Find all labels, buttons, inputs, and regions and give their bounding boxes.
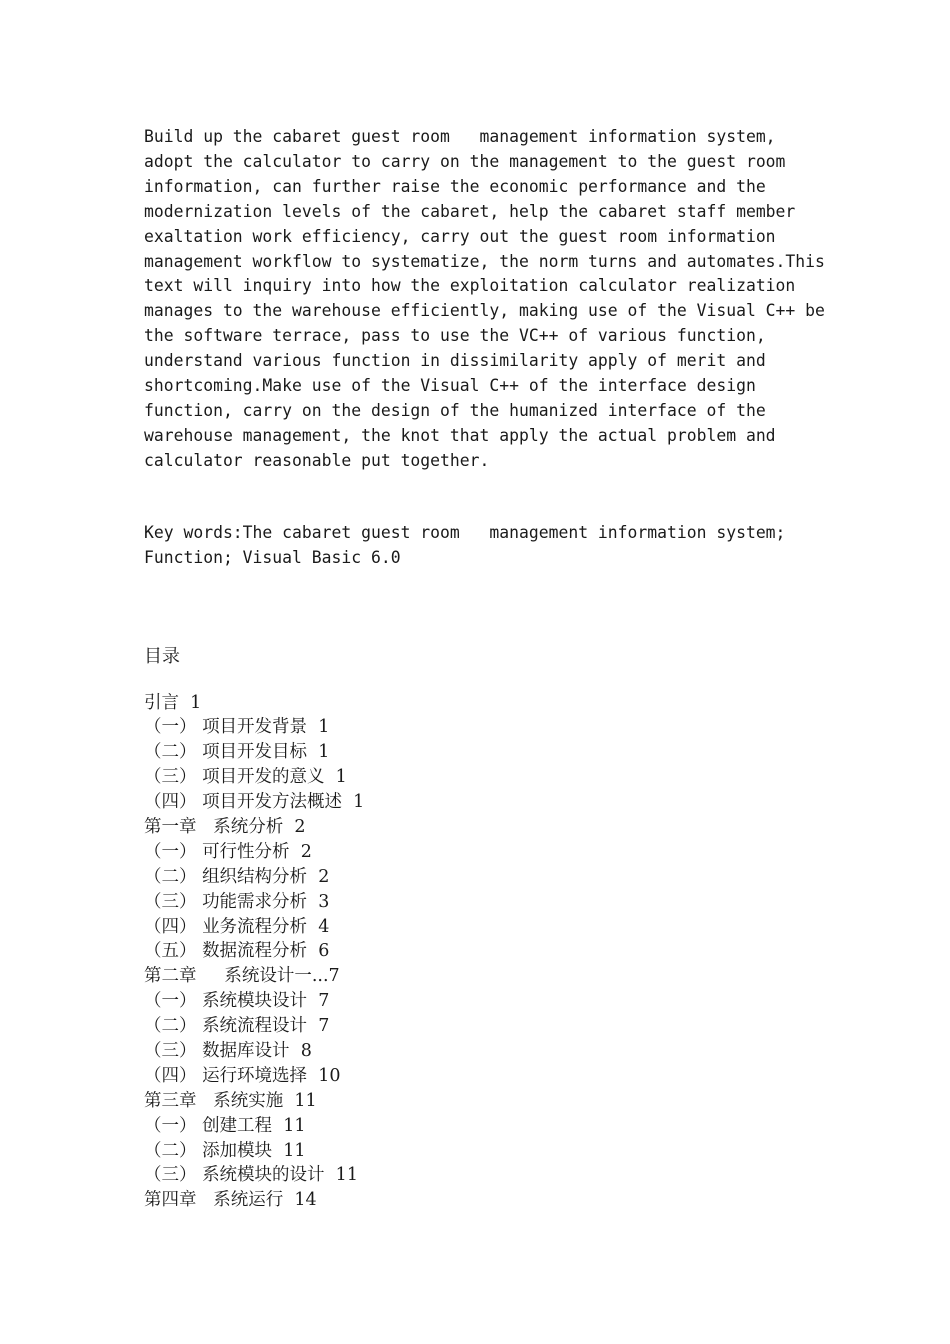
- abstract-line: Build up the cabaret guest room management information system,: [144, 127, 776, 146]
- abstract-line: understand various function in dissimilarity apply of merit and: [144, 351, 766, 371]
- toc-entry[interactable]: （四） 业务流程分析 4: [144, 916, 330, 937]
- toc-entry[interactable]: （三） 系统模块的设计 11: [144, 1165, 358, 1186]
- abstract-line: information, can further raise the economic performance and the: [144, 176, 766, 196]
- keywords-line: Key words:The cabaret guest room management information system;: [144, 522, 786, 542]
- abstract-line: modernization levels of the cabaret, help the cabaret staff member: [144, 201, 796, 221]
- toc-entry[interactable]: （三） 数据库设计 8: [144, 1040, 312, 1061]
- toc-heading: 目录: [144, 645, 180, 667]
- toc-entry[interactable]: （一） 系统模块设计 7: [144, 991, 330, 1012]
- toc-entry[interactable]: （三） 功能需求分析 3: [144, 891, 330, 912]
- abstract-line: text will inquiry into how the exploitation calculator realization: [144, 276, 796, 296]
- toc-entry[interactable]: （二） 系统流程设计 7: [144, 1016, 330, 1037]
- toc-entry[interactable]: （四） 运行环境选择 10: [144, 1065, 341, 1086]
- abstract-paragraph: [144, 125, 824, 474]
- abstract-line: warehouse management, the knot that apply the actual problem and: [144, 425, 776, 445]
- abstract-line: management workflow to systematize, the norm turns and automates.This: [144, 251, 825, 271]
- toc-entry[interactable]: （一） 项目开发背景 1: [144, 717, 330, 738]
- keywords-paragraph: [144, 521, 824, 571]
- abstract-line: adopt the calculator to carry on the management to the guest room: [144, 151, 786, 171]
- document-page: [144, 125, 824, 1213]
- toc-entry-chapter-4[interactable]: 第四章 系统运行 14: [144, 1190, 317, 1211]
- toc-entry[interactable]: （一） 创建工程 11: [144, 1115, 306, 1136]
- abstract-line: shortcoming.Make use of the Visual C++ of the interface design: [144, 376, 756, 396]
- toc-entry[interactable]: （三） 项目开发的意义 1: [144, 767, 347, 788]
- toc-entry-intro[interactable]: 引言 1: [144, 692, 202, 713]
- abstract-line: exaltation work efficiency, carry out the guest room information: [144, 226, 776, 246]
- toc-entry[interactable]: （四） 项目开发方法概述 1: [144, 792, 365, 813]
- toc-entry-chapter-3[interactable]: 第三章 系统实施 11: [144, 1090, 317, 1111]
- toc-entry[interactable]: （二） 组织结构分析 2: [144, 866, 330, 887]
- toc-entry[interactable]: （五） 数据流程分析 6: [144, 941, 330, 962]
- toc-entry[interactable]: （二） 项目开发目标 1: [144, 742, 330, 763]
- abstract-line: the software terrace, pass to use the VC++ of various function,: [144, 326, 766, 346]
- toc-entry-chapter-2[interactable]: 第二章 系统设计一...7: [144, 966, 340, 987]
- toc-entry-chapter-1[interactable]: 第一章 系统分析 2: [144, 816, 306, 837]
- keywords-line: Function; Visual Basic 6.0: [144, 547, 401, 567]
- abstract-line: function, carry on the design of the humanized interface of the: [144, 400, 766, 420]
- abstract-line: calculator reasonable put together.: [144, 450, 490, 470]
- toc-entry[interactable]: （二） 添加模块 11: [144, 1140, 306, 1161]
- toc-entry[interactable]: （一） 可行性分析 2: [144, 841, 312, 862]
- table-of-contents: [144, 691, 824, 1214]
- abstract-line: manages to the warehouse efficiently, making use of the Visual C++ be: [144, 301, 825, 321]
